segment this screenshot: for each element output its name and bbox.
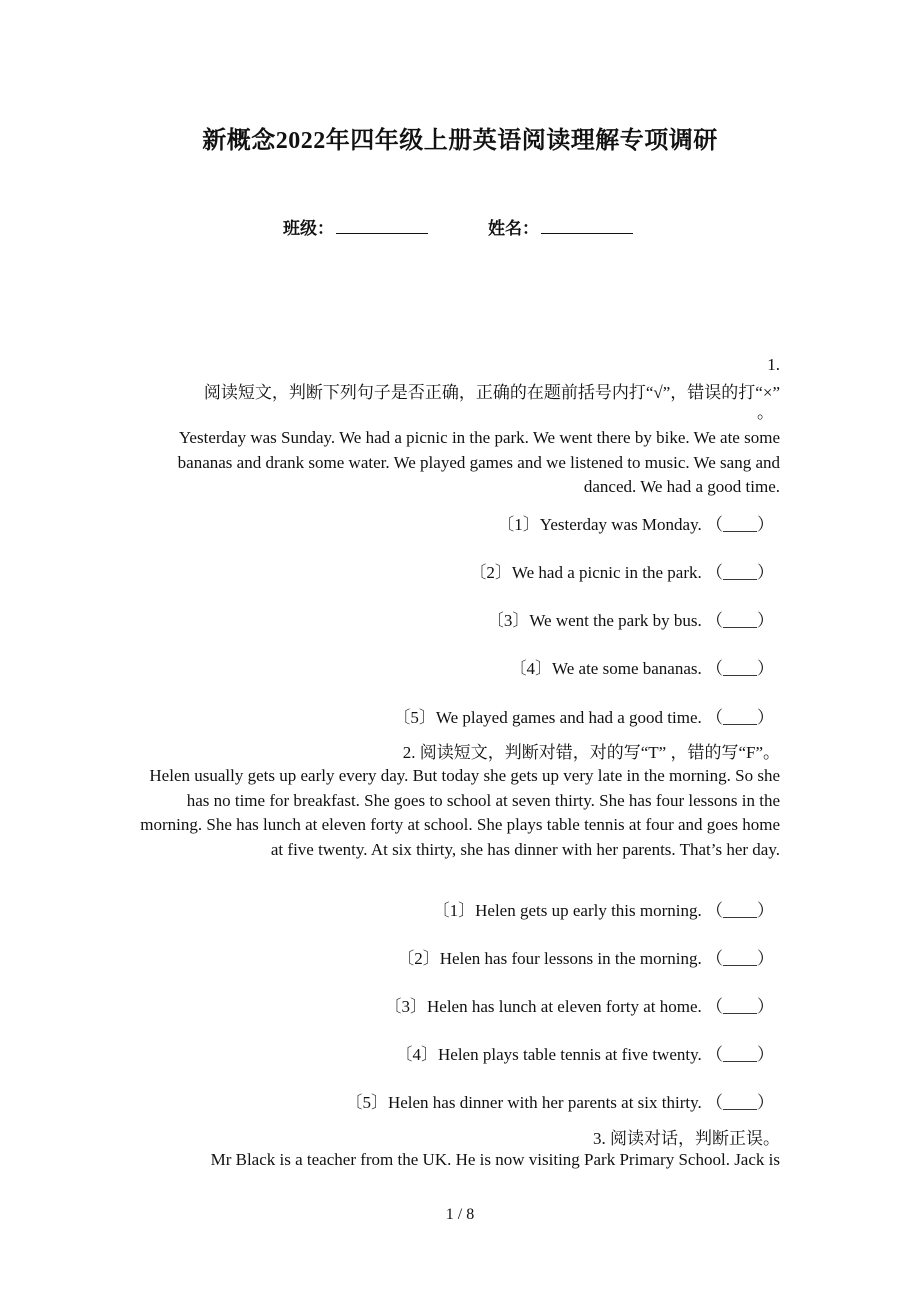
class-blank[interactable] — [336, 219, 428, 234]
s2-question-3: 〔3〕Helen has lunch at eleven forty at home. （____） — [384, 997, 774, 1016]
section2-passage: Helen usually gets up early every day. But today she gets up very late in the morning. So she has no time for breakfast. She goes to school at seven thirty. She has four lessons in the morning. She has lunch at eleven forty at school. She plays table tennis at four and goes home at five twenty. At six thirty, she has dinner with her parents. That’s her day. — [140, 766, 780, 859]
section1-number: 1. — [767, 355, 780, 374]
page-number: 1 / 8 — [445, 1206, 475, 1223]
s1-question-1: 〔1〕Yesterday was Monday. （____） — [497, 515, 774, 534]
s2-question-5: 〔5〕Helen has dinner with her parents at six thirty. （____） — [345, 1093, 774, 1112]
class-field — [283, 214, 428, 239]
section3-passage: Mr Black is a teacher from the UK. He is now visiting Park Primary School. Jack is — [210, 1150, 780, 1169]
section2-instruction: 2. 阅读短文，判断对错，对的写“T” ，错的写“F”。 — [402, 743, 780, 762]
class-label: 班级： — [283, 219, 334, 238]
page-title: 新概念2022年四年级上册英语阅读理解专项调研 — [202, 128, 718, 154]
name-blank[interactable] — [541, 219, 633, 234]
s1-question-5: 〔5〕We played games and had a good time. （____） — [393, 708, 774, 727]
s1-question-3: 〔3〕We went the park by bus. （____） — [486, 611, 774, 630]
s1-question-2: 〔2〕We had a picnic in the park. （____） — [469, 563, 774, 582]
s2-question-1: 〔1〕Helen gets up early this morning. （____） — [432, 901, 774, 920]
name-field — [488, 214, 633, 239]
section1-instruction-end: 。 — [757, 403, 774, 422]
s2-question-2: 〔2〕Helen has four lessons in the morning. （____） — [397, 949, 774, 968]
section3-instruction: 3. 阅读对话，判断正误。 — [593, 1129, 780, 1148]
name-label: 姓名： — [488, 219, 539, 238]
section1-instruction: 阅读短文，判断下列句子是否正确，正确的在题前括号内打“√”，错误的打“×” — [203, 383, 780, 402]
s2-question-4: 〔4〕Helen plays table tennis at five twenty. （____） — [395, 1045, 774, 1064]
s1-question-4: 〔4〕We ate some bananas. （____） — [509, 659, 774, 678]
section1-passage: Yesterday was Sunday. We had a picnic in the park. We went there by bike. We ate some bananas and drank some water. We played games and we listened to music. We sang and danced. We had a good time. — [177, 428, 780, 496]
